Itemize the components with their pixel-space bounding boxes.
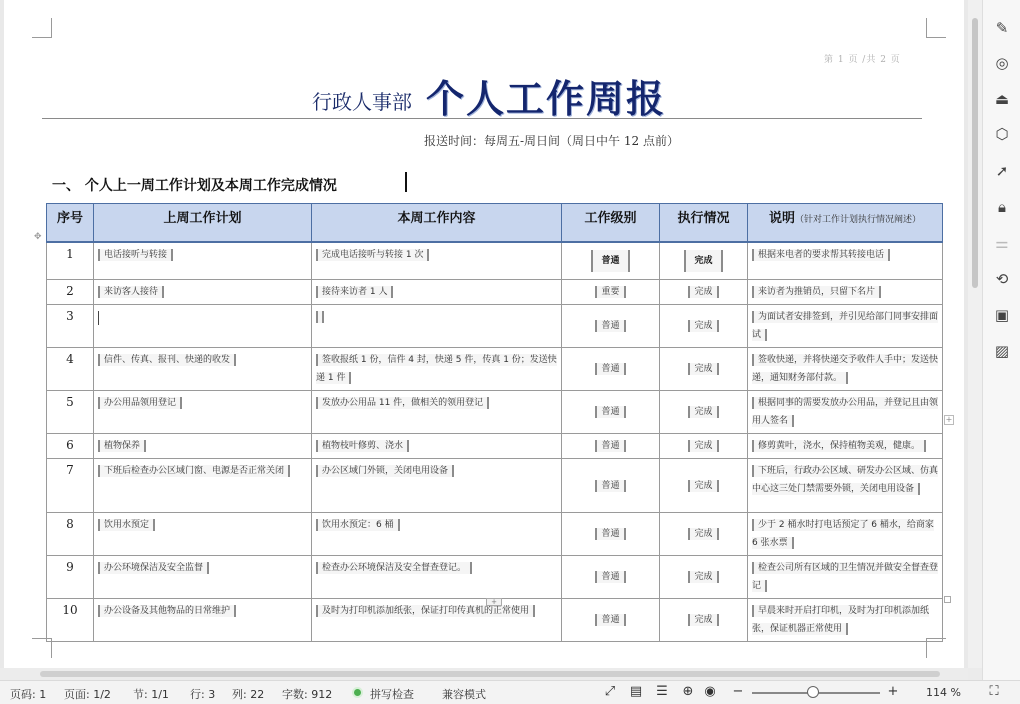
table-body [47,242,943,642]
pointer-icon[interactable]: ➚ [995,162,1009,180]
cell-level[interactable] [562,348,660,391]
zoom-level[interactable]: 114 % [926,686,961,699]
cell-level-field[interactable]: 普通 [595,320,625,332]
cell-level-field[interactable]: 普通 [595,528,625,540]
cell-note-field[interactable]: 来访者为推销员，只留下名片 [752,286,881,298]
header-seq: 序号 [47,204,94,242]
cell-seq[interactable]: 10 [47,599,94,642]
cell-plan[interactable] [94,391,312,434]
cell-level-field[interactable]: 普通 [595,571,625,583]
zoom-slider-knob[interactable] [807,686,819,698]
header-notes-label: 说明 [768,211,795,226]
department-title: 行政人事部 [312,90,412,114]
cell-content-field[interactable]: 接待来访者 1 人 [316,286,393,298]
page-view-icon[interactable]: ▤ [629,684,643,699]
cell-content-field[interactable]: 办公区域门外锁，关闭电用设备 [316,465,454,477]
cell-note[interactable] [748,513,943,556]
cell-note-field[interactable]: 根据来电者的要求帮其转接电话 [752,249,890,261]
cell-status-field[interactable]: 完成 [688,480,718,492]
status-pages[interactable]: 页面: 1/2 [64,688,111,701]
cell-plan-field[interactable]: 饮用水预定 [98,519,155,531]
cell-level[interactable] [562,459,660,513]
cell-level-field[interactable]: 普通 [595,406,625,418]
page-number-header: 第 1 页 /共 2 页 [824,55,901,65]
cell-seq[interactable]: 7 [47,459,94,513]
cell-note[interactable] [748,556,943,599]
cell-level[interactable] [562,391,660,434]
cell-level-field[interactable]: 普通 [595,480,625,492]
hexagon-icon[interactable]: ⬡ [995,125,1009,143]
cell-seq[interactable]: 9 [47,556,94,599]
cell-content[interactable] [312,599,562,642]
cell-level[interactable] [562,305,660,348]
fit-page-icon[interactable]: ⛶ [989,684,999,699]
weekly-work-table[interactable] [46,203,943,642]
vertical-scroll-thumb[interactable] [972,18,978,288]
cell-status[interactable] [660,556,748,599]
cell-plan[interactable] [94,513,312,556]
submit-time-note: 报送时间：每周五-周日间（周日中午 12 点前） [424,134,679,148]
cell-note-field[interactable]: 修剪黄叶，浇水，保持植物美观，健康。 [752,440,926,452]
cell-note[interactable] [748,348,943,391]
cell-plan[interactable] [94,434,312,459]
cell-plan[interactable] [94,459,312,513]
cell-content[interactable] [312,434,562,459]
cell-content-field[interactable]: 发放办公用品 11 件，做相关的领用登记 [316,397,489,409]
table-resize-handle[interactable] [944,596,951,603]
right-side-toolbar [982,0,1020,680]
cell-content-field[interactable]: 完成电话接听与转接 1 次 [316,249,429,261]
cell-plan[interactable] [94,242,312,280]
cell-status[interactable] [660,391,748,434]
status-page-code[interactable]: 页码: 1 [10,688,47,701]
cell-content[interactable] [312,556,562,599]
header-work-level: 工作级别 [562,204,660,242]
title-divider [42,118,922,119]
cell-note-field[interactable]: 根据同事的需要发放办公用品，并登记且由领用人签名 [752,398,939,426]
report-title: 个人工作周报 [426,76,667,121]
cell-level-field[interactable]: 普通 [595,614,625,626]
vertical-scrollbar[interactable] [968,0,982,668]
zoom-in-icon[interactable]: + [887,684,899,699]
header-notes [748,204,943,242]
cell-note-field[interactable]: 少于 2 桶水时打电话预定了 6 桶水，给商家 6 张水票 [752,520,934,548]
cell-plan-field[interactable]: 办公用品领用登记 [98,397,182,409]
cell-seq[interactable]: 4 [47,348,94,391]
cell-plan-field[interactable]: 下班后检查办公区域门窗、电源是否正常关闭 [98,465,290,477]
margin-corner-mark [32,18,52,38]
cell-seq[interactable]: 1 [47,242,94,280]
cell-level-field[interactable]: 普通 [591,250,629,272]
pen-icon[interactable]: ✎ [995,19,1009,37]
cell-plan[interactable] [94,556,312,599]
cell-content[interactable] [312,459,562,513]
table-row[interactable] [47,513,943,556]
cell-note[interactable] [748,459,943,513]
cell-note-field[interactable]: 签收快递，并将快递交予收件人手中；发送快递，通知财务部付款。 [752,355,939,383]
text-caret [405,172,407,192]
cell-content-field[interactable] [316,311,324,323]
cell-note-field[interactable]: 检查公司所有区域的卫生情况并做安全督查登记 [752,563,939,591]
cell-content-field[interactable]: 检查办公环境保洁及安全督查登记。 [316,562,472,574]
cell-level-field[interactable]: 普通 [595,440,625,452]
table-header-row [47,204,943,242]
cell-plan[interactable] [94,348,312,391]
status-section[interactable]: 节: 1/1 [133,688,169,701]
ibeam-cursor-icon [98,311,104,325]
cell-note[interactable] [748,434,943,459]
cell-plan-field[interactable]: 办公设备及其他物品的日常维护 [98,605,236,617]
cell-plan-field[interactable]: 电话接听与转接 [98,249,173,261]
cell-plan[interactable] [94,305,312,348]
header-this-week-content: 本周工作内容 [312,204,562,242]
cell-content-field[interactable]: 植物枝叶修剪、浇水 [316,440,409,452]
cell-level-field[interactable]: 普通 [595,363,625,375]
cell-status[interactable] [660,459,748,513]
cell-status-field[interactable]: 完成 [688,286,718,298]
cell-status-field[interactable]: 完成 [688,440,718,452]
add-row-bottom-icon[interactable]: + [486,598,502,606]
cell-status-field[interactable]: 完成 [688,363,718,375]
cell-status-field[interactable]: 完成 [684,250,722,272]
shapes-icon[interactable]: ◎ [995,54,1009,72]
cell-seq[interactable]: 2 [47,280,94,305]
cell-level[interactable] [562,513,660,556]
table-row[interactable] [47,556,943,599]
cell-level[interactable] [562,556,660,599]
cell-status[interactable] [660,242,748,280]
table-move-handle-icon[interactable]: ✥ [34,232,42,242]
document-page[interactable] [4,0,964,668]
horizontal-scrollbar[interactable] [0,668,968,680]
lock-icon[interactable]: 🔒︎ [998,198,1006,216]
image-icon[interactable]: ▨ [994,342,1010,360]
table-row[interactable] [47,280,943,305]
cell-seq[interactable]: 3 [47,305,94,348]
cell-seq[interactable]: 5 [47,391,94,434]
spell-check-icon [352,687,363,698]
table-row[interactable] [47,459,943,513]
cell-status[interactable] [660,348,748,391]
cell-note[interactable] [748,305,943,348]
cell-note[interactable] [748,599,943,642]
table-row[interactable] [47,305,943,348]
status-row[interactable]: 行: 3 [190,688,216,701]
cell-level[interactable] [562,280,660,305]
history-icon[interactable]: ⟲ [995,270,1009,288]
cell-content[interactable] [312,280,562,305]
cell-note-field[interactable]: 下班后，行政办公区域、研发办公区域、仿真中心这三处门禁需要外锁，关闭电用设备 [752,466,939,494]
cell-note-field[interactable]: 早晨来时开启打印机，及时为打印机添加纸张，保证机器正常使用 [752,606,930,634]
cell-status[interactable] [660,280,748,305]
status-word-count[interactable]: 字数: 912 [282,688,333,701]
cell-content[interactable] [312,305,562,348]
cell-content[interactable] [312,391,562,434]
table-row[interactable] [47,434,943,459]
add-row-icon[interactable]: + [945,415,953,424]
cell-note[interactable] [748,242,943,280]
cell-seq[interactable]: 6 [47,434,94,459]
reading-mode-icon[interactable]: ◉ [704,684,716,699]
cell-content[interactable] [312,513,562,556]
table-row[interactable] [47,391,943,434]
image-edit-icon[interactable]: ▣ [994,306,1010,324]
cell-level-field[interactable]: 重要 [595,286,625,298]
outline-view-icon[interactable]: ☰ [656,684,668,699]
cell-plan-field[interactable]: 植物保养 [98,440,146,452]
cell-content[interactable] [312,242,562,280]
section-heading: 一、 个人上一周工作计划及本周工作完成情况 [52,178,337,194]
cell-status-field[interactable]: 完成 [688,528,718,540]
cell-level[interactable] [562,434,660,459]
cell-status[interactable] [660,599,748,642]
cell-note[interactable] [748,391,943,434]
cell-level[interactable] [562,242,660,280]
cell-status-field[interactable]: 完成 [688,571,718,583]
margin-corner-mark [926,18,946,38]
spell-check-button[interactable]: 拼写检查 [370,688,414,701]
cell-plan-field[interactable]: 信件、传真、报刊、快递的收发 [98,354,236,366]
cell-status-field[interactable]: 完成 [688,614,718,626]
header-execution-status: 执行情况 [660,204,748,242]
zoom-out-icon[interactable]: − [732,684,744,699]
cell-note[interactable] [748,280,943,305]
horizontal-scroll-thumb[interactable] [40,671,940,677]
sliders-icon[interactable]: ⚌ [995,234,1009,252]
web-view-icon[interactable]: ⊕ [682,684,694,699]
cell-status[interactable] [660,434,748,459]
cell-plan-field[interactable]: 办公环境保洁及安全监督 [98,562,209,574]
cell-content[interactable] [312,348,562,391]
cell-status-field[interactable]: 完成 [688,320,718,332]
table-row[interactable] [47,348,943,391]
header-notes-sub: （针对工作计划执行情况阐述） [795,215,922,225]
cell-plan[interactable] [94,599,312,642]
cell-plan-field[interactable]: 来访客人接待 [98,286,164,298]
cell-status[interactable] [660,513,748,556]
cell-status-field[interactable]: 完成 [688,406,718,418]
cell-seq[interactable]: 8 [47,513,94,556]
status-bar [0,680,1020,704]
cell-content-field[interactable]: 及时为打印机添加纸张，保证打印传真机的正常使用 [316,605,535,617]
cell-content-field[interactable]: 签收报纸 1 份，信件 4 封，快递 5 件，传真 1 份；发送快递 1 件 [316,355,557,383]
cell-level[interactable] [562,599,660,642]
cell-status[interactable] [660,305,748,348]
compat-mode-label[interactable]: 兼容模式 [442,688,486,701]
cell-content-field[interactable]: 饮用水预定：6 桶 [316,519,400,531]
status-column[interactable]: 列: 22 [232,688,265,701]
header-last-week-plan: 上周工作计划 [94,204,312,242]
table-row[interactable] [47,242,943,280]
fullscreen-icon[interactable]: ⤢ [604,684,616,699]
fill-icon[interactable]: ⏏ [994,90,1010,108]
cell-note-field[interactable]: 为面试者安排签到，并引见给部门同事安排面试 [752,312,939,340]
cell-plan[interactable] [94,280,312,305]
